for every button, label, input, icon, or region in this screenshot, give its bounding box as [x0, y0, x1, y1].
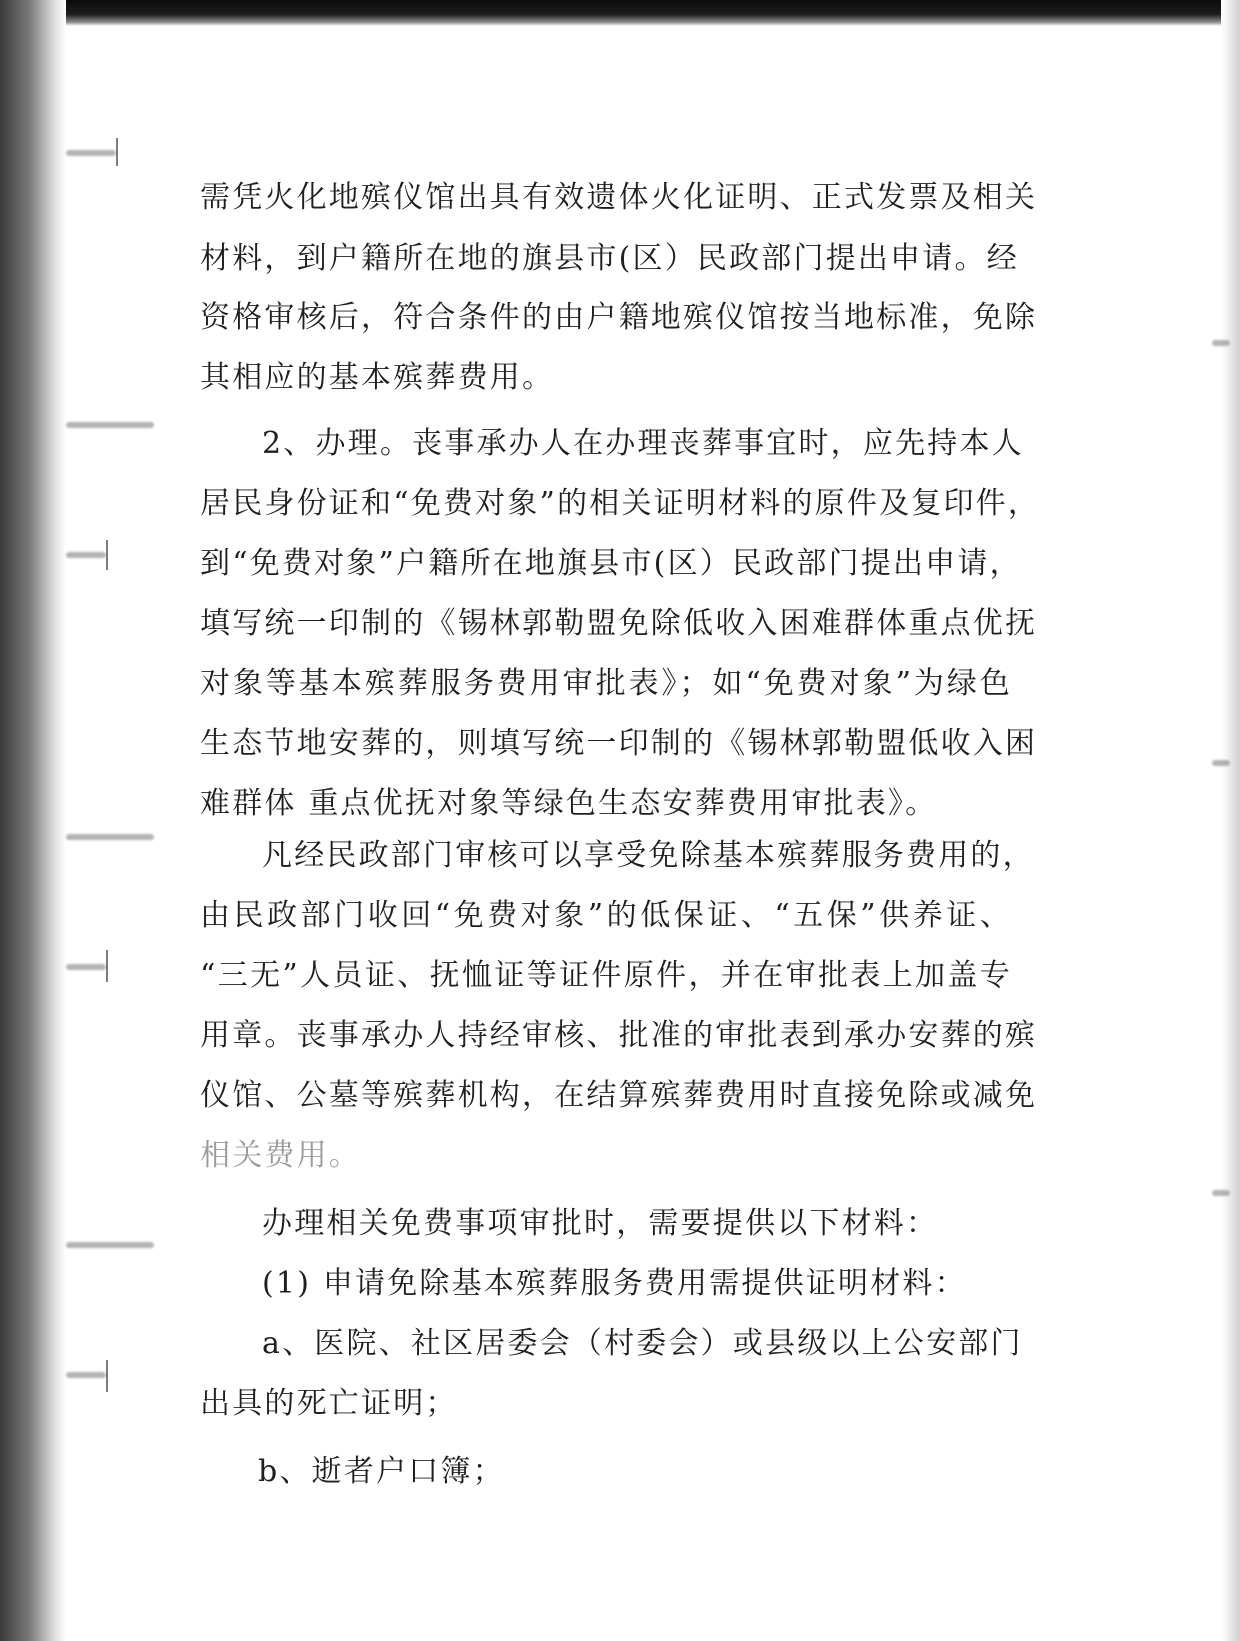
binding-hole-mark — [66, 964, 106, 970]
text-line: “三无”人员证、抚恤证等证件原件，并在审批表上加盖专 — [200, 958, 1012, 993]
binding-hole-mark — [66, 422, 154, 428]
text-line: 难群体 重点优抚对象等绿色生态安葬费用审批表》。 — [200, 786, 938, 821]
scan-top-edge — [0, 0, 1239, 26]
scan-right-edge — [1221, 0, 1239, 1641]
text-line: 填写统一印制的《锡林郭勒盟免除低收入困难群体重点优抚 — [200, 606, 1038, 641]
text-line: 生态节地安葬的，则填写统一印制的《锡林郭勒盟低收入困 — [200, 726, 1038, 761]
binding-hole-mark — [66, 552, 106, 558]
binding-tick — [106, 950, 108, 982]
text-line: 仪馆、公墓等殡葬机构，在结算殡葬费用时直接免除或减免 — [200, 1078, 1038, 1113]
scan-left-edge — [0, 0, 66, 1641]
right-edge-mark — [1212, 760, 1230, 766]
text-line: 需凭火化地殡仪馆出具有效遗体火化证明、正式发票及相关 — [200, 180, 1038, 215]
text-line: b、逝者户口簿； — [258, 1454, 505, 1489]
text-line: 用章。丧事承办人持经审核、批准的审批表到承办安葬的殡 — [200, 1018, 1038, 1053]
text-line: 对象等基本殡葬服务费用审批表》；如“免费对象”为绿色 — [200, 666, 1012, 701]
right-edge-mark — [1212, 1190, 1230, 1196]
text-line: 相关费用。 — [200, 1138, 361, 1173]
text-line: 出具的死亡证明； — [200, 1386, 458, 1421]
text-line: 办理相关免费事项审批时，需要提供以下材料： — [262, 1206, 939, 1241]
text-line: 凡经民政部门审核可以享受免除基本殡葬服务费用的， — [262, 838, 1035, 873]
binding-tick — [106, 1360, 108, 1392]
binding-tick — [106, 540, 108, 570]
binding-hole-mark — [66, 1372, 106, 1378]
text-line: 其相应的基本殡葬费用。 — [200, 360, 555, 395]
right-edge-mark — [1212, 340, 1230, 346]
text-line: 居民身份证和“免费对象”的相关证明材料的原件及复印件， — [200, 486, 1041, 521]
binding-hole-mark — [66, 150, 116, 156]
text-line: 资格审核后，符合条件的由户籍地殡仪馆按当地标准，免除 — [200, 300, 1038, 335]
text-line: 材料，到户籍所在地的旗县市(区）民政部门提出申请。经 — [200, 241, 1019, 276]
text-line: a、医院、社区居委会（村委会）或县级以上公安部门 — [262, 1326, 1023, 1361]
text-line: 到“免费对象”户籍所在地旗县市(区）民政部门提出申请， — [200, 546, 1022, 581]
text-line: 2、办理。丧事承办人在办理丧葬事宜时，应先持本人 — [262, 426, 1024, 461]
text-line: 由民政部门收回“免费对象”的低保证、“五保”供养证、 — [200, 898, 1013, 933]
binding-hole-mark — [66, 834, 154, 840]
binding-tick — [116, 138, 118, 166]
text-line: (1) 申请免除基本殡葬服务费用需提供证明材料： — [262, 1266, 967, 1301]
binding-hole-mark — [66, 1242, 154, 1248]
